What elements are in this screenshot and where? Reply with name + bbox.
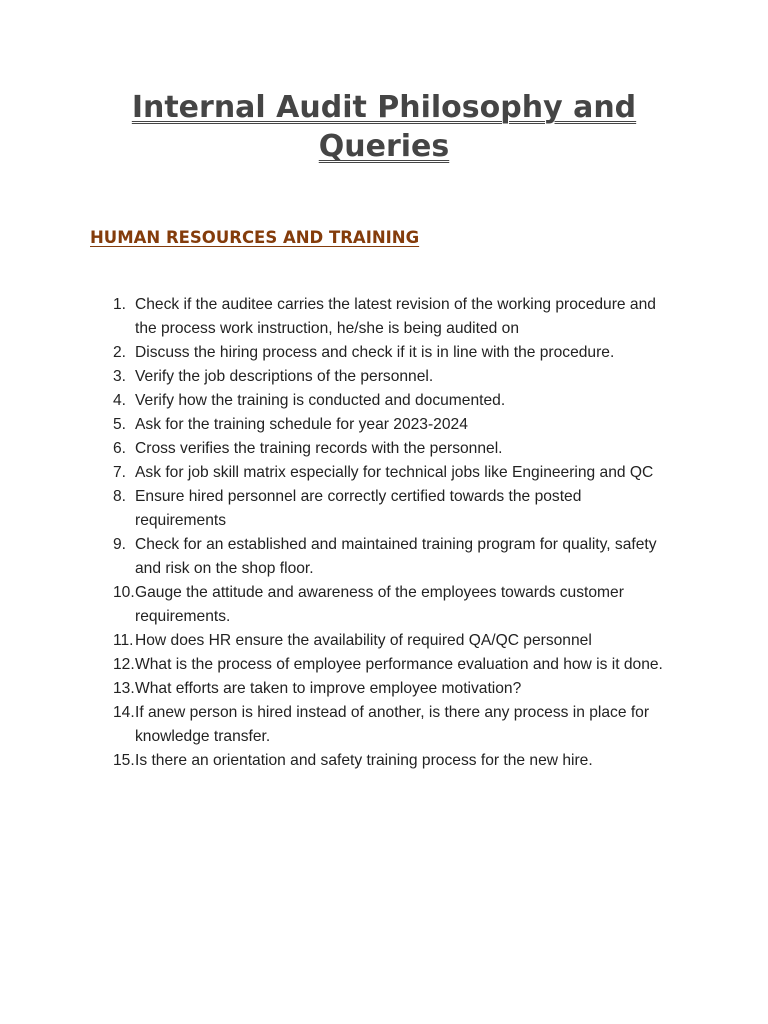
item-number: 7.: [113, 464, 127, 481]
document-title-text: Internal Audit Philosophy and Queries: [131, 90, 637, 164]
checklist-item: [0, 413, 675, 437]
item-number: 1.: [113, 296, 127, 313]
item-number: 6.: [113, 440, 127, 457]
item-text: Ask for job skill matrix especially for technical jobs like Engineering and QC: [135, 464, 654, 481]
checklist-item: [0, 485, 675, 533]
document-title: [90, 88, 678, 166]
item-text: Gauge the attitude and awareness of the employees towards customer requirements.: [135, 584, 624, 625]
item-text: How does HR ensure the availability of required QA/QC personnel: [135, 632, 592, 649]
checklist-item: [0, 701, 675, 749]
item-text: Is there an orientation and safety training process for the new hire.: [135, 752, 593, 769]
checklist-item: [0, 341, 675, 365]
item-text: Ask for the training schedule for year 2023-2024: [135, 416, 468, 433]
item-text: Discuss the hiring process and check if it is in line with the procedure.: [135, 344, 615, 361]
item-number: 10.: [113, 584, 135, 601]
checklist-item: [0, 365, 675, 389]
checklist-item: [0, 293, 675, 341]
item-number: 13.: [113, 680, 135, 697]
checklist-item: [0, 389, 675, 413]
item-number: 11.: [113, 632, 134, 649]
item-number: 2.: [113, 344, 127, 361]
item-number: 3.: [113, 368, 127, 385]
checklist-item: [0, 629, 675, 653]
checklist-item: [0, 749, 675, 773]
item-number: 12.: [113, 656, 135, 673]
item-text: Verify how the training is conducted and documented.: [135, 392, 506, 409]
item-text: Check if the auditee carries the latest revision of the working procedure and the process work instruction, he/she is being audited on: [135, 296, 656, 337]
item-number: 5.: [113, 416, 127, 433]
item-text: Check for an established and maintained training program for quality, safety and risk on the shop floor.: [135, 536, 657, 577]
item-text: What efforts are taken to improve employee motivation?: [135, 680, 522, 697]
checklist-item: [0, 653, 675, 677]
item-text: If anew person is hired instead of another, is there any process in place for knowledge transfer.: [135, 704, 650, 745]
item-text: Verify the job descriptions of the personnel.: [135, 368, 434, 385]
checklist-item: [0, 461, 675, 485]
audit-checklist: [0, 293, 768, 773]
item-number: 8.: [113, 488, 127, 505]
checklist-item: [0, 581, 675, 629]
item-text: Ensure hired personnel are correctly certified towards the posted requirements: [135, 488, 582, 529]
item-number: 4.: [113, 392, 127, 409]
section-heading: HUMAN RESOURCES AND TRAINING: [90, 228, 420, 247]
item-text: Cross verifies the training records with the personnel.: [135, 440, 503, 457]
item-text: What is the process of employee performance evaluation and how is it done.: [135, 656, 663, 673]
item-number: 15.: [113, 752, 135, 769]
checklist-item: [0, 677, 675, 701]
item-number: 9.: [113, 536, 127, 553]
item-number: 14.: [113, 704, 135, 721]
checklist-item: [0, 437, 675, 461]
checklist-item: [0, 533, 675, 581]
